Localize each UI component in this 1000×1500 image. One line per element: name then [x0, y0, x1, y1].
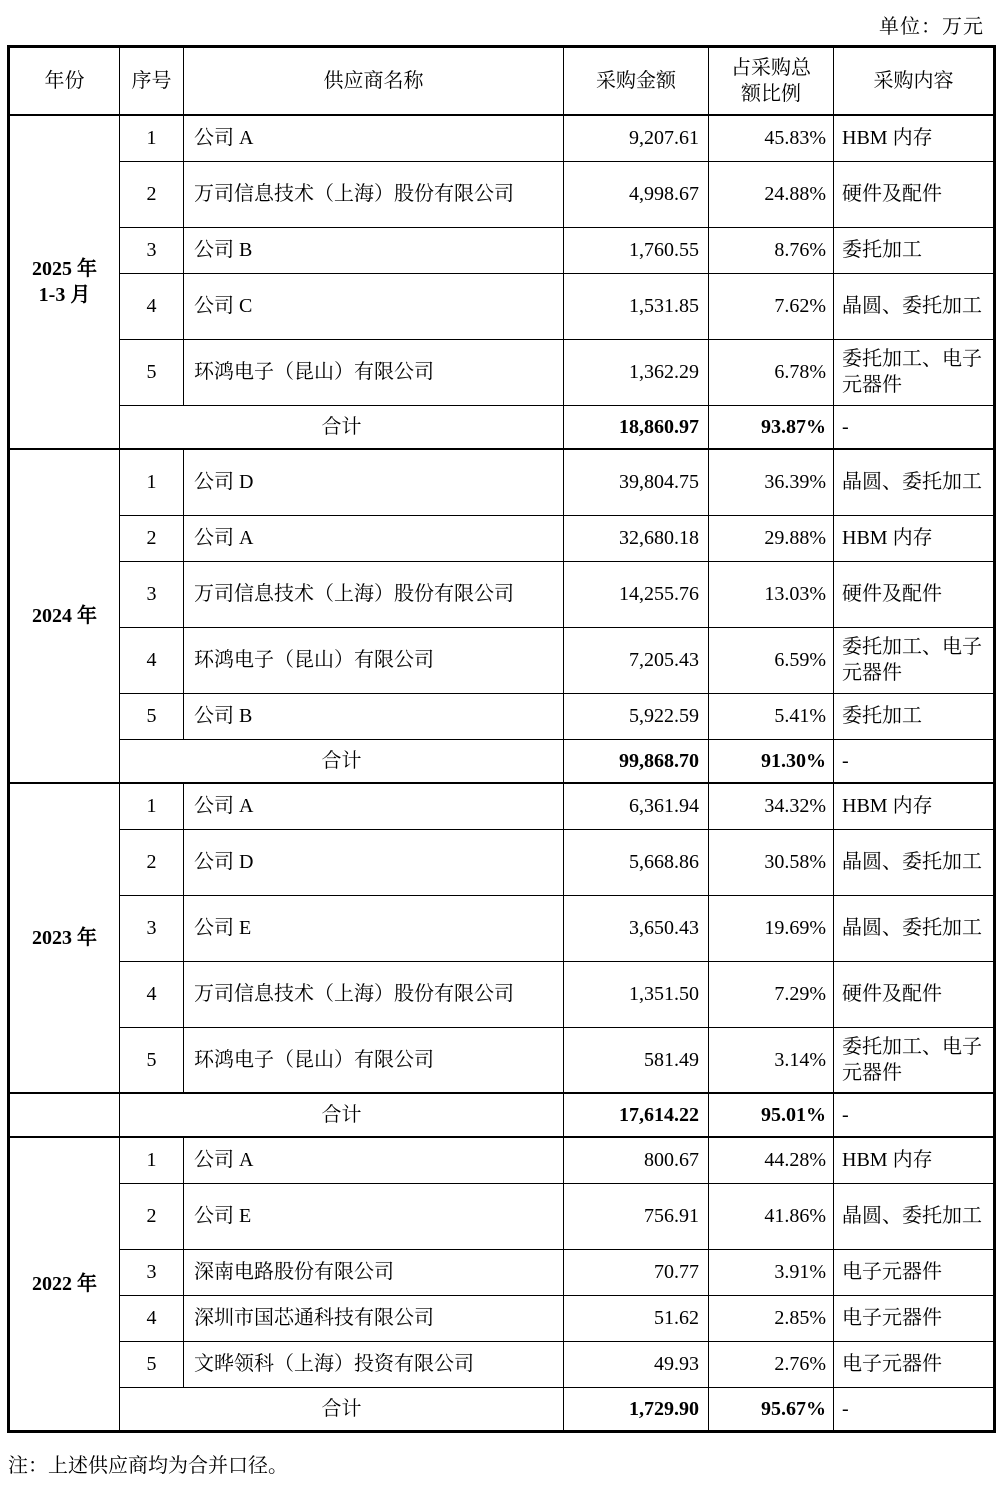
note-text: 注：上述供应商均为合并口径。: [8, 1454, 288, 1477]
year-cell-empty: [9, 1093, 120, 1137]
year-cell-2025: [9, 115, 120, 449]
amount-cell: 32,680.18: [564, 515, 709, 561]
supplier-cell: 公司 D: [184, 449, 564, 515]
index-cell: 1: [120, 783, 184, 829]
ratio-cell: 3.91%: [709, 1249, 834, 1295]
amount-cell: 51.62: [564, 1295, 709, 1341]
table-row: [9, 449, 995, 515]
supplier-cell: 公司 B: [184, 693, 564, 739]
total-amount: 17,614.22: [564, 1093, 709, 1137]
index-cell: 3: [120, 1249, 184, 1295]
year-cell-2023: [9, 783, 120, 1093]
ratio-cell: 34.32%: [709, 783, 834, 829]
index-cell: 1: [120, 1137, 184, 1183]
total-row: [9, 739, 995, 783]
ratio-cell: 44.28%: [709, 1137, 834, 1183]
table-row: [9, 273, 995, 339]
amount-cell: 1,362.29: [564, 339, 709, 405]
table-row: [9, 161, 995, 227]
supplier-cell: 公司 B: [184, 227, 564, 273]
table-row: [9, 693, 995, 739]
content-cell: 晶圆、委托加工: [834, 895, 995, 961]
ratio-cell: 13.03%: [709, 561, 834, 627]
amount-cell: 14,255.76: [564, 561, 709, 627]
total-row: [9, 1387, 995, 1431]
table-row: [9, 1137, 995, 1183]
table-row: [9, 895, 995, 961]
total-content: -: [834, 405, 995, 449]
total-row: [9, 1093, 995, 1137]
ratio-cell: 24.88%: [709, 161, 834, 227]
ratio-cell: 29.88%: [709, 515, 834, 561]
amount-cell: 1,760.55: [564, 227, 709, 273]
content-cell: 委托加工、电子元器件: [834, 627, 995, 693]
suppliers-table: [7, 45, 996, 1433]
ratio-cell: 7.29%: [709, 961, 834, 1027]
header-content: 采购内容: [834, 47, 995, 116]
supplier-cell: 公司 C: [184, 273, 564, 339]
table-row: [9, 561, 995, 627]
index-cell: 3: [120, 227, 184, 273]
table-row: [9, 1249, 995, 1295]
year-line2: 1-3 月: [38, 284, 91, 306]
table-row: [9, 829, 995, 895]
total-ratio: 95.01%: [709, 1093, 834, 1137]
ratio-cell: 6.78%: [709, 339, 834, 405]
supplier-cell: 公司 A: [184, 515, 564, 561]
table-row: [9, 1027, 995, 1093]
amount-cell: 756.91: [564, 1183, 709, 1249]
ratio-cell: 6.59%: [709, 627, 834, 693]
amount-cell: 5,668.86: [564, 829, 709, 895]
index-cell: 1: [120, 449, 184, 515]
content-cell: 委托加工、电子元器件: [834, 1027, 995, 1093]
index-cell: 4: [120, 273, 184, 339]
total-amount: 99,868.70: [564, 739, 709, 783]
year-cell-2022: [9, 1137, 120, 1431]
index-cell: 2: [120, 515, 184, 561]
amount-cell: 39,804.75: [564, 449, 709, 515]
index-cell: 2: [120, 161, 184, 227]
content-cell: HBM 内存: [834, 783, 995, 829]
content-cell: 电子元器件: [834, 1295, 995, 1341]
header-amount: 采购金额: [564, 47, 709, 116]
content-cell: 硬件及配件: [834, 561, 995, 627]
amount-cell: 4,998.67: [564, 161, 709, 227]
content-cell: 硬件及配件: [834, 961, 995, 1027]
amount-cell: 1,531.85: [564, 273, 709, 339]
total-content: -: [834, 1387, 995, 1431]
ratio-cell: 30.58%: [709, 829, 834, 895]
ratio-cell: 41.86%: [709, 1183, 834, 1249]
index-cell: 5: [120, 1027, 184, 1093]
content-cell: 硬件及配件: [834, 161, 995, 227]
content-cell: 晶圆、委托加工: [834, 449, 995, 515]
amount-cell: 9,207.61: [564, 115, 709, 161]
index-cell: 4: [120, 627, 184, 693]
content-cell: 晶圆、委托加工: [834, 829, 995, 895]
amount-cell: 6,361.94: [564, 783, 709, 829]
table-row: [9, 115, 995, 161]
ratio-cell: 3.14%: [709, 1027, 834, 1093]
index-cell: 4: [120, 961, 184, 1027]
content-cell: 委托加工: [834, 693, 995, 739]
supplier-cell: 公司 E: [184, 1183, 564, 1249]
total-label: 合计: [120, 1093, 564, 1137]
amount-cell: 800.67: [564, 1137, 709, 1183]
year-cell-2024: [9, 449, 120, 783]
supplier-cell: 深南电路股份有限公司: [184, 1249, 564, 1295]
supplier-cell: 公司 A: [184, 115, 564, 161]
year-line1: 2024 年: [32, 605, 97, 627]
supplier-cell: 公司 E: [184, 895, 564, 961]
table-row: [9, 961, 995, 1027]
index-cell: 5: [120, 693, 184, 739]
table-row: [9, 627, 995, 693]
index-cell: 2: [120, 829, 184, 895]
total-ratio: 95.67%: [709, 1387, 834, 1431]
index-cell: 3: [120, 895, 184, 961]
total-label: 合计: [120, 1387, 564, 1431]
table-row: [9, 783, 995, 829]
amount-cell: 581.49: [564, 1027, 709, 1093]
index-cell: 5: [120, 339, 184, 405]
table-row: [9, 515, 995, 561]
amount-cell: 49.93: [564, 1341, 709, 1387]
supplier-cell: 万司信息技术（上海）股份有限公司: [184, 161, 564, 227]
content-cell: 晶圆、委托加工: [834, 1183, 995, 1249]
supplier-cell: 环鸿电子（昆山）有限公司: [184, 1027, 564, 1093]
supplier-cell: 深圳市国芯通科技有限公司: [184, 1295, 564, 1341]
total-amount: 18,860.97: [564, 405, 709, 449]
ratio-cell: 45.83%: [709, 115, 834, 161]
total-amount: 1,729.90: [564, 1387, 709, 1431]
index-cell: 2: [120, 1183, 184, 1249]
content-cell: HBM 内存: [834, 1137, 995, 1183]
header-ratio: [709, 47, 834, 116]
content-cell: 电子元器件: [834, 1341, 995, 1387]
ratio-cell: 2.85%: [709, 1295, 834, 1341]
total-content: -: [834, 739, 995, 783]
supplier-cell: 文晔领科（上海）投资有限公司: [184, 1341, 564, 1387]
supplier-cell: 公司 D: [184, 829, 564, 895]
ratio-cell: 2.76%: [709, 1341, 834, 1387]
supplier-cell: 万司信息技术（上海）股份有限公司: [184, 561, 564, 627]
header-ratio-line1: 占采购总: [731, 57, 811, 79]
ratio-cell: 5.41%: [709, 693, 834, 739]
table-row: [9, 339, 995, 405]
supplier-cell: 环鸿电子（昆山）有限公司: [184, 627, 564, 693]
supplier-cell: 环鸿电子（昆山）有限公司: [184, 339, 564, 405]
index-cell: 5: [120, 1341, 184, 1387]
header-ratio-line2: 额比例: [741, 83, 801, 105]
total-ratio: 91.30%: [709, 739, 834, 783]
unit-label: 单位：万元: [879, 16, 984, 38]
ratio-cell: 7.62%: [709, 273, 834, 339]
total-label: 合计: [120, 405, 564, 449]
content-cell: 委托加工、电子元器件: [834, 339, 995, 405]
content-cell: 晶圆、委托加工: [834, 273, 995, 339]
header-row: [9, 47, 995, 116]
content-cell: HBM 内存: [834, 115, 995, 161]
year-line1: 2025 年: [32, 258, 97, 280]
total-label: 合计: [120, 739, 564, 783]
total-row: [9, 405, 995, 449]
amount-cell: 5,922.59: [564, 693, 709, 739]
index-cell: 3: [120, 561, 184, 627]
amount-cell: 3,650.43: [564, 895, 709, 961]
ratio-cell: 19.69%: [709, 895, 834, 961]
table-row: [9, 1341, 995, 1387]
supplier-cell: 万司信息技术（上海）股份有限公司: [184, 961, 564, 1027]
year-line1: 2023 年: [32, 927, 97, 949]
total-content: -: [834, 1093, 995, 1137]
content-cell: 委托加工: [834, 227, 995, 273]
year-line1: 2022 年: [32, 1272, 97, 1295]
amount-cell: 70.77: [564, 1249, 709, 1295]
supplier-cell: 公司 A: [184, 1137, 564, 1183]
total-ratio: 93.87%: [709, 405, 834, 449]
index-cell: 4: [120, 1295, 184, 1341]
ratio-cell: 36.39%: [709, 449, 834, 515]
table-row: [9, 1183, 995, 1249]
amount-cell: 1,351.50: [564, 961, 709, 1027]
table-row: [9, 227, 995, 273]
header-index: 序号: [120, 47, 184, 116]
index-cell: 1: [120, 115, 184, 161]
content-cell: HBM 内存: [834, 515, 995, 561]
content-cell: 电子元器件: [834, 1249, 995, 1295]
ratio-cell: 8.76%: [709, 227, 834, 273]
table-row: [9, 1295, 995, 1341]
header-year: 年份: [9, 47, 120, 116]
amount-cell: 7,205.43: [564, 627, 709, 693]
header-supplier: 供应商名称: [184, 47, 564, 116]
supplier-cell: 公司 A: [184, 783, 564, 829]
